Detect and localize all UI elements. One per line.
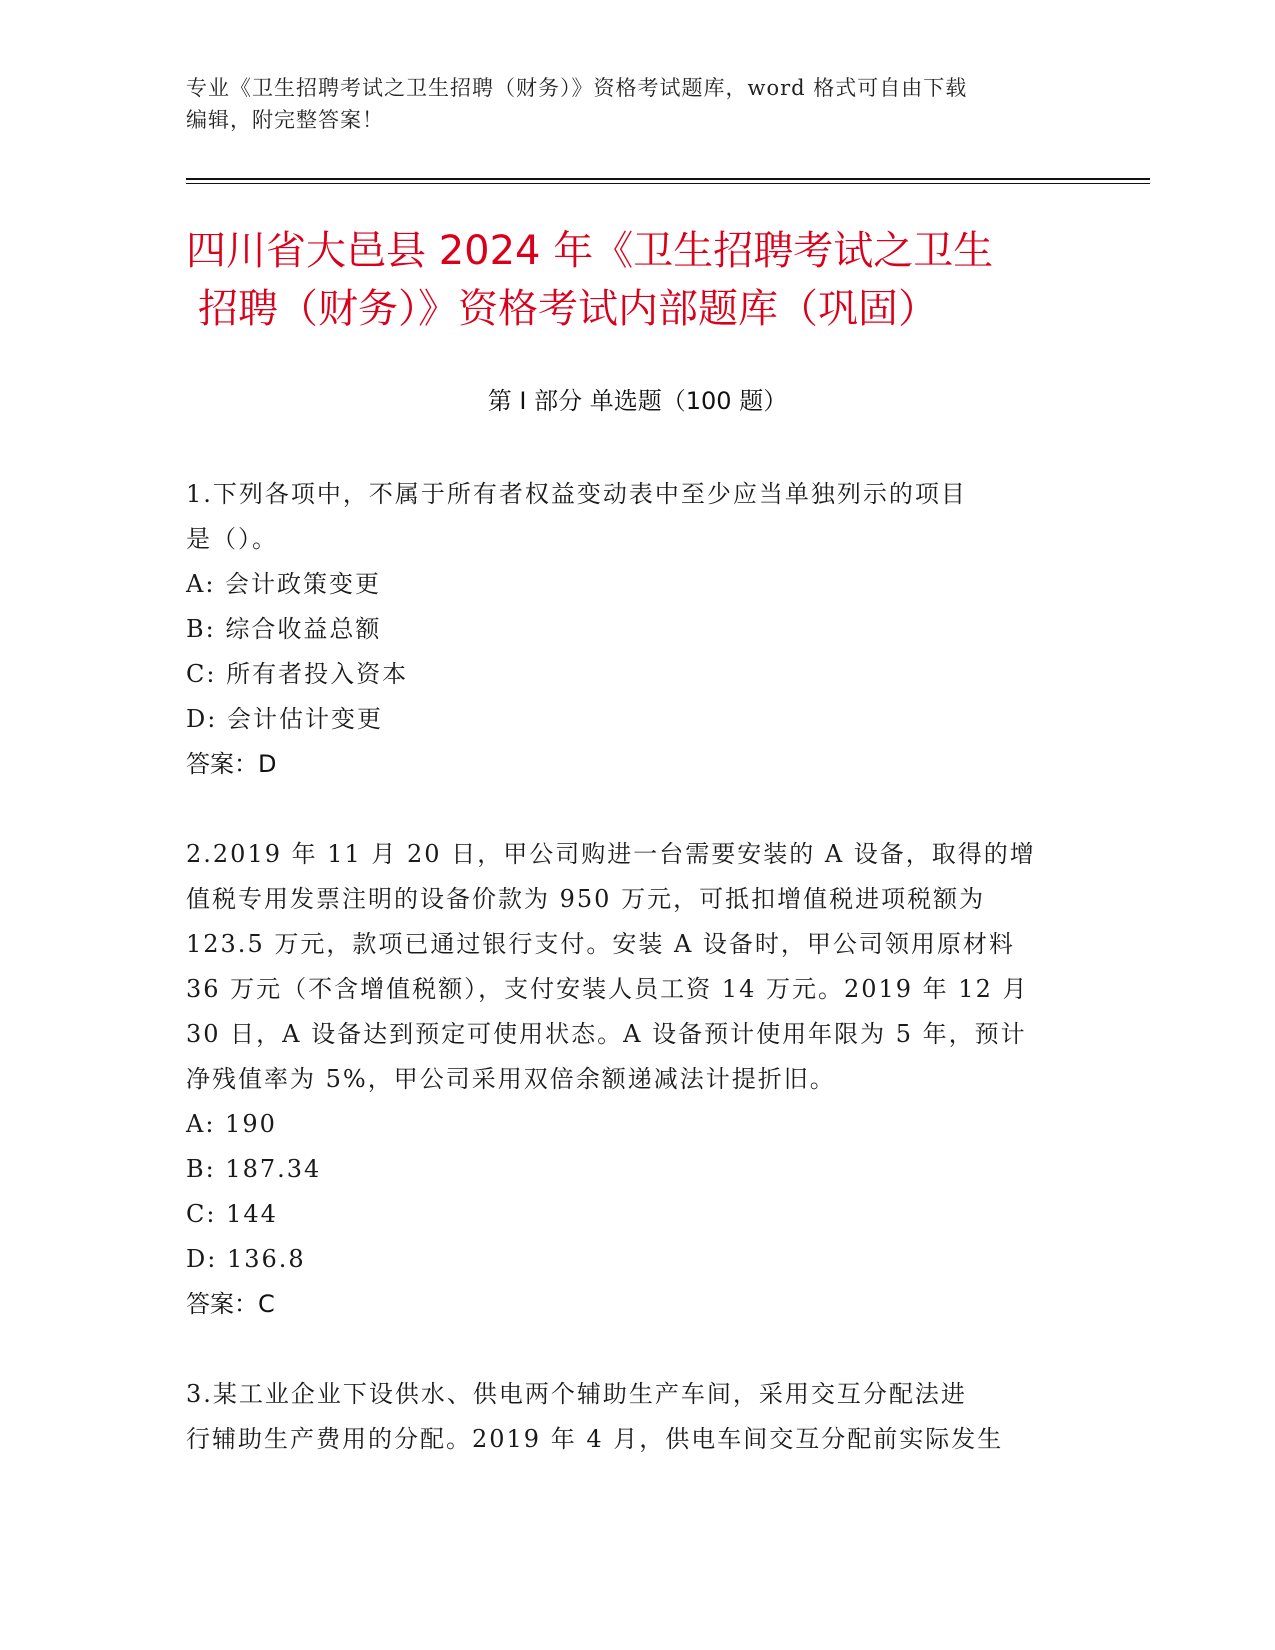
option-d: D: 136.8 [186, 1245, 306, 1273]
question-stem-line: 123.5 万元，款项已通过银行支付。安装 A 设备时，甲公司领用原材料 [186, 930, 1015, 958]
option-b: B: 综合收益总额 [186, 615, 382, 643]
header-note-line-2: 编辑，附完整答案！ [186, 108, 384, 132]
question-stem-line: 行辅助生产费用的分配。2019 年 4 月，供电车间交互分配前实际发生 [186, 1425, 1004, 1453]
question-list [186, 472, 1086, 1462]
option-c: C: 所有者投入资本 [186, 660, 409, 688]
question-stem-line: 净残值率为 5%，甲公司采用双倍余额递减法计提折旧。 [186, 1065, 836, 1093]
question-stem-line: 值税专用发票注明的设备价款为 950 万元，可抵扣增值税进项税额为 [186, 885, 986, 913]
header-note-line-1: 专业《卫生招聘考试之卫生招聘（财务）》资格考试题库，word 格式可自由下载 [186, 76, 968, 100]
question-stem-line: 是（）。 [186, 525, 278, 553]
header-divider-thick [186, 178, 1150, 180]
question-3 [186, 1372, 1086, 1462]
question-spacer [186, 1327, 1086, 1372]
answer: 答案：C [186, 1290, 275, 1318]
question-1 [186, 472, 1086, 787]
question-2 [186, 832, 1086, 1327]
option-b: B: 187.34 [186, 1155, 322, 1183]
document-title-line-2: 招聘（财务）》资格考试内部题库（巩固） [198, 286, 938, 332]
question-spacer [186, 787, 1086, 832]
question-stem-line: 2.2019 年 11 月 20 日，甲公司购进一台需要安装的 A 设备，取得的增 [186, 840, 1036, 868]
option-a: A: 190 [186, 1110, 277, 1138]
option-a: A: 会计政策变更 [186, 570, 382, 598]
header-divider-thin [186, 183, 1150, 184]
header-note [186, 72, 1066, 136]
option-d: D: 会计估计变更 [186, 705, 383, 733]
question-stem-line: 36 万元（不含增值税额），支付安装人员工资 14 万元。2019 年 12 月 [186, 975, 1029, 1003]
document-title [186, 222, 1106, 338]
question-stem-line: 1.下列各项中，不属于所有者权益变动表中至少应当单独列示的项目 [186, 480, 967, 508]
answer: 答案：D [186, 750, 277, 778]
document-title-line-1: 四川省大邑县 2024 年《卫生招聘考试之卫生 [186, 228, 994, 274]
section-heading: 第 I 部分 单选题（100 题） [487, 387, 788, 415]
question-stem-line: 3.某工业企业下设供水、供电两个辅助生产车间，采用交互分配法进 [186, 1380, 967, 1408]
option-c: C: 144 [186, 1200, 278, 1228]
question-stem-line: 30 日，A 设备达到预定可使用状态。A 设备预计使用年限为 5 年，预计 [186, 1020, 1027, 1048]
